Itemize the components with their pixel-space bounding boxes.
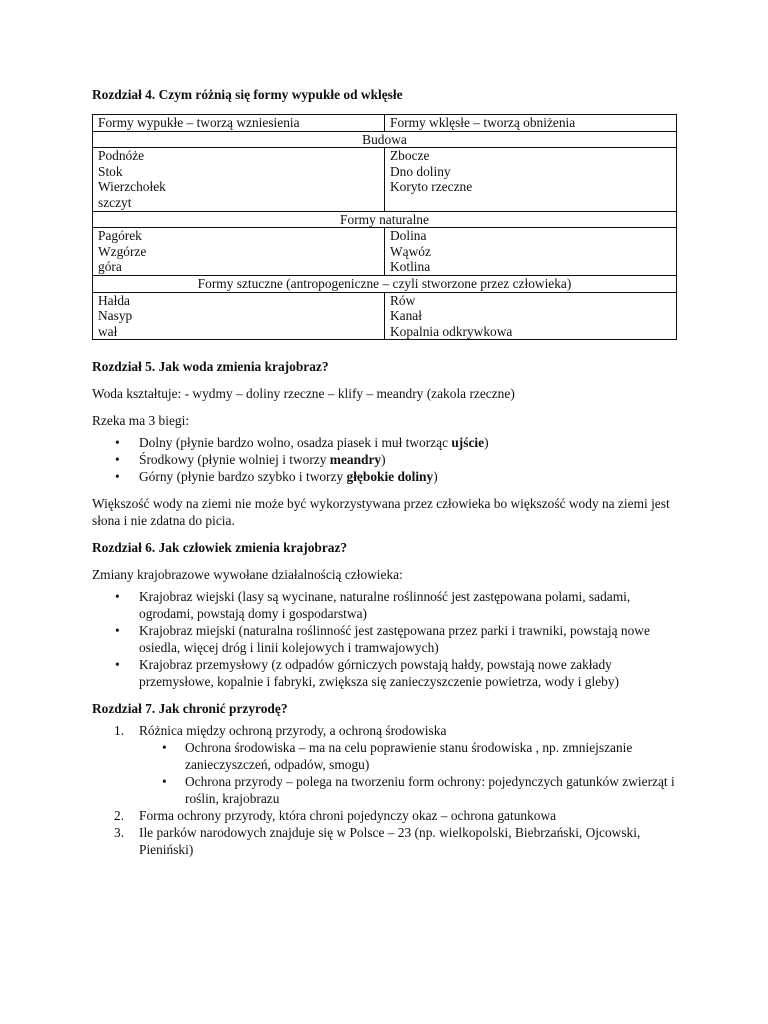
list-item [92,807,677,824]
table-group-row [93,275,677,292]
list-number: 2. [114,808,125,824]
section5-heading: Rozdział 5. Jak woda zmienia krajobraz? [92,359,329,375]
cell-item: Podnóże [98,148,145,164]
table-row [93,228,677,276]
section5-paragraph: Rzeka ma 3 biegi: [92,413,190,429]
cell-item: Wąwóz [390,243,431,259]
naturalne-convex-cell [93,228,385,276]
cell-item: Hałda [98,292,130,308]
list-item-bold: głębokie doliny [346,469,434,485]
cell-item: góra [98,259,122,275]
cell-item: Dno doliny [390,163,451,179]
sub-list-item: • Ochrona przyrody – polega na tworzeniu form ochrony: pojedynczych gatunków zwierząt i roślin, krajobrazu [139,773,677,807]
header-convex: Formy wypukłe – tworzą wzniesienia [93,115,385,132]
list-item-text: Forma ochrony przyrody, która chroni pojedynczy okaz – ochrona gatunkowa [139,808,557,824]
cell-item: Rów [390,292,416,308]
list-item [92,824,677,858]
table-row [93,292,677,340]
sztuczne-concave-cell [385,292,677,340]
cell-item: Wzgórze [98,243,147,259]
list-item-bold: ujście [451,435,485,451]
table-group-row [93,211,677,228]
section6-heading: Rozdział 6. Jak człowiek zmienia krajobraz? [92,540,348,556]
section4-heading: Rozdział 4. Czym różnią się formy wypukłe od wklęsłe [92,87,403,102]
cell-item: Kanał [390,308,422,324]
landscape-changes-list [92,588,677,690]
list-item-text: Różnica między ochroną przyrody, a ochroną środowiska [139,723,447,739]
cell-item: Zbocze [390,148,430,164]
list-item-bold: meandry [329,452,382,468]
naturalne-concave-cell [385,228,677,276]
table-row [93,148,677,211]
header-concave: Formy wklęsłe – tworzą obniżenia [385,115,677,132]
list-number: 1. [114,723,125,739]
section6-paragraph: Zmiany krajobrazowe wywołane działalnością człowieka: [92,567,403,583]
list-number: 3. [114,825,125,841]
section5-paragraph: Większość wody na ziemi nie może być wykorzystywana przez człowieka bo większość wody na ziemi jest słona i nie zdatna do picia. [92,496,670,529]
cell-item: Wierzchołek [98,179,166,195]
cell-item: wał [98,323,118,339]
budowa-concave-cell [385,148,677,211]
list-item: • Krajobraz wiejski (lasy są wycinane, naturalne roślinność jest zastępowana polami, sadami, ogrodami, powstają domy i gospodarstwa) [92,588,677,622]
document-body [92,86,677,858]
cell-item: Pagórek [98,228,142,244]
budowa-convex-cell [93,148,385,211]
section7-heading: Rozdział 7. Jak chronić przyrodę? [92,701,288,717]
list-item [92,468,677,485]
group-naturalne: Formy naturalne [93,211,677,228]
section5-paragraph: Woda kształtuje: - wydmy – doliny rzeczne – klify – meandry (zakola rzeczne) [92,386,515,402]
list-item-text: Ile parków narodowych znajduje się w Polsce – 23 (np. wielkopolski, Biebrzański, Ojcowski, Pieniński) [139,825,641,858]
cell-item: Kopalnia odkrywkowa [390,323,513,339]
list-item-text: Górny (płynie bardzo szybko i tworzy [139,469,347,485]
table-header-row [93,115,677,132]
cell-item: Dolina [390,228,427,244]
cell-item: Koryto rzeczne [390,179,473,195]
list-item [92,451,677,468]
list-item: • Krajobraz przemysłowy (z odpadów górniczych powstają hałdy, powstają nowe zakłady przemysłowe, kopalnie i fabryki, zwiększa się zanieczyszczenie powietrza, wody i gleby) [92,656,677,690]
list-item-text: Dolny (płynie bardzo wolno, osadza piasek i muł tworząc [139,435,452,451]
list-item-text: Środkowy (płynie wolniej i tworzy [139,452,330,468]
landforms-table [92,114,677,340]
group-budowa: Budowa [93,131,677,148]
group-sztuczne: Formy sztuczne (antropogeniczne – czyli stworzone przez człowieka) [93,275,677,292]
list-item-text: ) [433,469,438,485]
table-group-row [93,131,677,148]
list-item-text: ) [484,435,489,451]
sub-list [139,739,677,807]
nature-protection-list [92,722,677,858]
list-item [92,434,677,451]
list-item: • Krajobraz miejski (naturalna roślinność jest zastępowana przez parki i trawniki, powstają nowe osiedla, więcej dróg i linii kolejowych i tramwajowych) [92,622,677,656]
cell-item: Stok [98,163,123,179]
cell-item: Kotlina [390,259,431,275]
river-courses-list [92,434,677,485]
cell-item: szczyt [98,194,132,210]
list-item-text: ) [381,452,386,468]
list-item [92,722,677,807]
cell-item: Nasyp [98,308,133,324]
sub-list-item: • Ochrona środowiska – ma na celu poprawienie stanu środowiska , np. zmniejszanie zanieczyszczeń, odpadów, smogu) [139,739,677,773]
sztuczne-convex-cell [93,292,385,340]
